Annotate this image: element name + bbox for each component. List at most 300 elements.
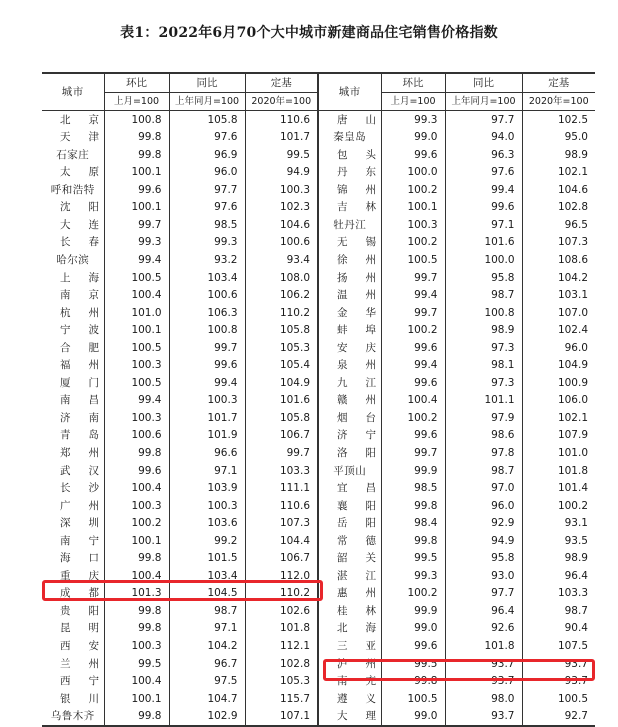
yoy-cell: 93.0 — [445, 567, 522, 585]
city-cell: 无锡 — [318, 234, 381, 252]
yoy-cell: 98.7 — [445, 462, 522, 480]
fixed-cell: 93.5 — [522, 532, 595, 550]
yoy-cell: 96.7 — [169, 655, 245, 673]
yoy-cell: 103.9 — [169, 480, 245, 498]
mom-cell: 100.3 — [131, 359, 162, 372]
table-row — [42, 480, 595, 498]
mom-cell: 99.8 — [138, 604, 162, 617]
mom-cell: 99.5 — [138, 657, 162, 670]
city-cell: 兰州 — [42, 655, 104, 673]
fixed-cell: 104.9 — [522, 357, 595, 375]
mom-cell: 100.4 — [131, 482, 162, 495]
city-cell: 秦皇岛 — [318, 129, 381, 147]
table-row — [42, 444, 595, 462]
yoy-cell: 104.2 — [169, 638, 245, 656]
mom-cell: 100.5 — [381, 251, 445, 269]
table-row — [42, 181, 595, 199]
city-cell: 遵义 — [318, 690, 381, 708]
yoy-cell: 99.2 — [169, 532, 245, 550]
yoy-cell: 97.3 — [445, 339, 522, 357]
yoy-cell: 98.5 — [169, 216, 245, 234]
city-cell: 金华 — [318, 304, 381, 322]
mom-cell: 100.2 — [381, 181, 445, 199]
fixed-cell: 115.7 — [245, 690, 318, 708]
mom-cell: 100.5 — [131, 341, 162, 354]
mom-cell: 100.1 — [131, 324, 162, 337]
table-row — [42, 655, 595, 673]
city-cell: 长沙 — [42, 480, 104, 498]
yoy-cell: 99.4 — [445, 181, 522, 199]
mom-cell: 99.3 — [138, 236, 162, 249]
city-cell: 郑州 — [42, 444, 104, 462]
city-cell: 合肥 — [42, 339, 104, 357]
yoy-cell: 100.3 — [169, 497, 245, 515]
fixed-cell: 102.8 — [522, 199, 595, 217]
fixed-cell: 110.6 — [245, 111, 318, 129]
fixed-cell: 104.6 — [245, 216, 318, 234]
city-cell: 湛江 — [318, 567, 381, 585]
fixed-cell: 101.4 — [522, 480, 595, 498]
fixed-cell: 102.6 — [245, 602, 318, 620]
city-cell: 成都 — [42, 585, 104, 603]
mom-cell: 99.3 — [381, 567, 445, 585]
fixed-cell: 112.1 — [245, 638, 318, 656]
fixed-cell: 101.0 — [522, 444, 595, 462]
mom-cell: 99.7 — [381, 444, 445, 462]
mom-cell: 99.9 — [381, 602, 445, 620]
mom-cell: 99.8 — [381, 532, 445, 550]
fixed-cell: 96.5 — [522, 216, 595, 234]
city-cell: 南昌 — [42, 392, 104, 410]
yoy-cell: 93.7 — [445, 708, 522, 727]
city-cell: 广州 — [42, 497, 104, 515]
city-cell: 包头 — [318, 146, 381, 164]
header-city-right: 城市 — [318, 73, 381, 111]
fixed-cell: 106.7 — [245, 550, 318, 568]
table-row — [42, 673, 595, 691]
yoy-cell: 97.1 — [169, 620, 245, 638]
fixed-cell: 102.1 — [522, 409, 595, 427]
city-cell: 宁波 — [42, 322, 104, 340]
yoy-cell: 101.9 — [169, 427, 245, 445]
city-cell: 福州 — [42, 357, 104, 375]
yoy-cell: 96.3 — [445, 146, 522, 164]
yoy-cell: 97.7 — [445, 111, 522, 129]
mom-cell: 100.2 — [381, 585, 445, 603]
city-cell: 大理 — [318, 708, 381, 727]
header-mom-right: 环比 — [381, 73, 445, 92]
table-title: 表1：2022年6月70个大中城市新建商品住宅销售价格指数 — [120, 25, 498, 41]
fixed-cell: 110.6 — [245, 497, 318, 515]
mom-cell: 99.8 — [138, 447, 162, 459]
fixed-cell: 101.8 — [245, 620, 318, 638]
table-row — [42, 322, 595, 340]
yoy-cell: 96.6 — [169, 444, 245, 462]
price-index-table — [42, 72, 595, 727]
fixed-cell: 107.5 — [522, 638, 595, 656]
city-cell: 哈尔滨 — [42, 251, 104, 269]
city-cell: 深圳 — [42, 515, 104, 533]
header-yoy-right: 同比 — [445, 73, 522, 92]
mom-cell: 100.1 — [131, 692, 162, 705]
mom-cell: 99.0 — [381, 620, 445, 638]
mom-cell: 99.4 — [138, 253, 162, 266]
mom-cell: 100.1 — [131, 201, 162, 214]
yoy-cell: 98.9 — [445, 322, 522, 340]
fixed-cell: 100.9 — [522, 374, 595, 392]
fixed-cell: 96.4 — [522, 567, 595, 585]
fixed-cell: 96.0 — [522, 339, 595, 357]
city-cell: 三亚 — [318, 638, 381, 656]
yoy-cell: 97.0 — [445, 480, 522, 498]
header-mom-base-right: 上月=100 — [381, 92, 445, 111]
city-cell: 太原 — [42, 164, 104, 182]
fixed-cell: 99.7 — [245, 444, 318, 462]
mom-cell: 100.4 — [131, 289, 162, 302]
header-fixed-base-left: 2020年=100 — [245, 92, 318, 111]
mom-cell: 100.4 — [131, 569, 162, 582]
fixed-cell: 94.9 — [245, 164, 318, 182]
fixed-cell: 100.5 — [522, 690, 595, 708]
table-row — [42, 708, 595, 727]
mom-cell: 100.8 — [131, 113, 162, 126]
yoy-cell: 92.6 — [445, 620, 522, 638]
mom-cell: 100.2 — [381, 234, 445, 252]
yoy-cell: 97.1 — [169, 462, 245, 480]
yoy-cell: 100.8 — [445, 304, 522, 322]
table-row — [42, 216, 595, 234]
fixed-cell: 108.0 — [245, 269, 318, 287]
table-row — [42, 497, 595, 515]
fixed-cell: 107.3 — [245, 515, 318, 533]
table-row — [42, 339, 595, 357]
fixed-cell: 104.4 — [245, 532, 318, 550]
city-cell: 烟台 — [318, 409, 381, 427]
header-mom-base-left: 上月=100 — [104, 92, 169, 111]
fixed-cell: 101.8 — [522, 462, 595, 480]
header-yoy-base-left: 上年同月=100 — [169, 92, 245, 111]
yoy-cell: 98.0 — [445, 690, 522, 708]
mom-cell: 99.0 — [381, 129, 445, 147]
city-cell: 杭州 — [42, 304, 104, 322]
yoy-cell: 93.2 — [169, 251, 245, 269]
city-cell: 济南 — [42, 409, 104, 427]
yoy-cell: 97.1 — [445, 216, 522, 234]
mom-cell: 100.4 — [131, 675, 162, 688]
yoy-cell: 103.4 — [169, 567, 245, 585]
fixed-cell: 102.3 — [245, 199, 318, 217]
yoy-cell: 100.0 — [445, 251, 522, 269]
city-cell: 西宁 — [42, 673, 104, 691]
yoy-cell: 99.7 — [169, 339, 245, 357]
table-row — [42, 129, 595, 147]
yoy-cell: 100.3 — [169, 392, 245, 410]
city-cell: 温州 — [318, 287, 381, 305]
mom-cell: 100.0 — [381, 164, 445, 182]
city-cell: 北京 — [42, 111, 104, 129]
mom-cell: 100.5 — [131, 271, 162, 284]
fixed-cell: 106.2 — [245, 287, 318, 305]
table-row — [42, 234, 595, 252]
mom-cell: 99.4 — [381, 357, 445, 375]
fixed-cell: 112.0 — [245, 567, 318, 585]
header-row-labels — [42, 73, 595, 92]
mom-cell: 100.1 — [381, 199, 445, 217]
city-cell: 徐州 — [318, 251, 381, 269]
mom-cell: 99.7 — [138, 218, 162, 231]
fixed-cell: 103.1 — [522, 287, 595, 305]
fixed-cell: 93.4 — [245, 251, 318, 269]
fixed-cell: 104.2 — [522, 269, 595, 287]
mom-cell: 100.3 — [131, 411, 162, 424]
fixed-cell: 102.1 — [522, 164, 595, 182]
header-yoy-base-right: 上年同月=100 — [445, 92, 522, 111]
city-cell: 重庆 — [42, 567, 104, 585]
fixed-cell: 102.5 — [522, 111, 595, 129]
mom-cell: 99.5 — [381, 550, 445, 568]
table-row — [42, 567, 595, 585]
fixed-cell: 110.2 — [245, 585, 318, 603]
fixed-cell: 99.5 — [245, 146, 318, 164]
mom-cell: 101.3 — [131, 587, 162, 600]
mom-cell: 100.3 — [131, 640, 162, 653]
table-row — [42, 638, 595, 656]
mom-cell: 99.8 — [381, 673, 445, 691]
city-cell: 惠州 — [318, 585, 381, 603]
city-cell: 北海 — [318, 620, 381, 638]
city-cell: 襄阳 — [318, 497, 381, 515]
table-row — [42, 304, 595, 322]
mom-cell: 99.9 — [381, 462, 445, 480]
yoy-cell: 97.9 — [445, 409, 522, 427]
fixed-cell: 108.6 — [522, 251, 595, 269]
yoy-cell: 105.8 — [169, 111, 245, 129]
yoy-cell: 93.7 — [445, 655, 522, 673]
fixed-cell: 102.4 — [522, 322, 595, 340]
yoy-cell: 97.3 — [445, 374, 522, 392]
yoy-cell: 101.8 — [445, 638, 522, 656]
city-cell: 南京 — [42, 287, 104, 305]
yoy-cell: 96.9 — [169, 146, 245, 164]
mom-cell: 99.7 — [381, 269, 445, 287]
fixed-cell: 105.8 — [245, 322, 318, 340]
fixed-cell: 107.3 — [522, 234, 595, 252]
yoy-cell: 98.7 — [445, 287, 522, 305]
yoy-cell: 106.3 — [169, 304, 245, 322]
fixed-cell: 93.1 — [522, 515, 595, 533]
header-fixed-right: 定基 — [522, 73, 595, 92]
mom-cell: 99.8 — [138, 131, 162, 144]
fixed-cell: 110.2 — [245, 304, 318, 322]
city-cell: 蚌埠 — [318, 322, 381, 340]
fixed-cell: 111.1 — [245, 480, 318, 498]
fixed-cell: 95.0 — [522, 129, 595, 147]
city-cell: 青岛 — [42, 427, 104, 445]
yoy-cell: 100.8 — [169, 322, 245, 340]
mom-cell: 99.8 — [138, 552, 162, 565]
table-row — [42, 392, 595, 410]
city-cell: 泉州 — [318, 357, 381, 375]
city-cell: 韶关 — [318, 550, 381, 568]
yoy-cell: 96.0 — [445, 497, 522, 515]
fixed-cell: 93.7 — [522, 673, 595, 691]
city-cell: 武汉 — [42, 462, 104, 480]
table-row — [42, 585, 595, 603]
city-cell: 海口 — [42, 550, 104, 568]
table-row — [42, 111, 595, 129]
fixed-cell: 90.4 — [522, 620, 595, 638]
yoy-cell: 98.1 — [445, 357, 522, 375]
yoy-cell: 94.0 — [445, 129, 522, 147]
mom-cell: 98.4 — [381, 515, 445, 533]
city-cell: 银川 — [42, 690, 104, 708]
table-row — [42, 357, 595, 375]
city-cell: 吉林 — [318, 199, 381, 217]
city-cell: 宜昌 — [318, 480, 381, 498]
mom-cell: 99.8 — [138, 622, 162, 635]
city-cell: 赣州 — [318, 392, 381, 410]
city-cell: 锦州 — [318, 181, 381, 199]
yoy-cell: 100.6 — [169, 287, 245, 305]
fixed-cell: 100.6 — [245, 234, 318, 252]
fixed-cell: 105.3 — [245, 673, 318, 691]
mom-cell: 99.8 — [381, 497, 445, 515]
fixed-cell: 102.8 — [245, 655, 318, 673]
mom-cell: 100.4 — [381, 392, 445, 410]
mom-cell: 100.3 — [131, 499, 162, 512]
yoy-cell: 92.9 — [445, 515, 522, 533]
yoy-cell: 101.6 — [445, 234, 522, 252]
fixed-cell: 93.7 — [522, 655, 595, 673]
header-mom-left: 环比 — [104, 73, 169, 92]
mom-cell: 99.6 — [381, 374, 445, 392]
mom-cell: 99.8 — [104, 708, 169, 727]
city-cell: 唐山 — [318, 111, 381, 129]
mom-cell: 100.1 — [131, 166, 162, 179]
yoy-cell: 103.6 — [169, 515, 245, 533]
mom-cell: 99.0 — [381, 708, 445, 727]
city-cell: 乌鲁木齐 — [42, 708, 104, 727]
city-cell: 南充 — [318, 673, 381, 691]
yoy-cell: 99.3 — [169, 234, 245, 252]
mom-cell: 100.5 — [131, 376, 162, 389]
mom-cell: 98.5 — [381, 480, 445, 498]
city-cell: 石家庄 — [42, 146, 104, 164]
mom-cell: 100.2 — [381, 409, 445, 427]
fixed-cell: 105.3 — [245, 339, 318, 357]
table-row — [42, 620, 595, 638]
yoy-cell: 96.0 — [169, 164, 245, 182]
mom-cell: 100.2 — [381, 322, 445, 340]
fixed-cell: 106.7 — [245, 427, 318, 445]
table-row — [42, 427, 595, 445]
yoy-cell: 101.7 — [169, 409, 245, 427]
city-cell: 上海 — [42, 269, 104, 287]
yoy-cell: 102.9 — [169, 708, 245, 727]
city-cell: 泸州 — [318, 655, 381, 673]
mom-cell: 100.3 — [381, 216, 445, 234]
mom-cell: 99.6 — [381, 427, 445, 445]
fixed-cell: 101.7 — [245, 129, 318, 147]
fixed-cell: 107.1 — [245, 708, 318, 727]
fixed-cell: 98.7 — [522, 602, 595, 620]
city-cell: 昆明 — [42, 620, 104, 638]
mom-cell: 99.4 — [381, 287, 445, 305]
mom-cell: 99.6 — [381, 339, 445, 357]
mom-cell: 99.6 — [138, 464, 162, 477]
fixed-cell: 98.9 — [522, 550, 595, 568]
header-fixed-base-right: 2020年=100 — [522, 92, 595, 111]
mom-cell: 100.5 — [381, 690, 445, 708]
fixed-cell: 106.0 — [522, 392, 595, 410]
yoy-cell: 99.6 — [445, 199, 522, 217]
table-row — [42, 690, 595, 708]
table-row — [42, 550, 595, 568]
fixed-cell: 103.3 — [522, 585, 595, 603]
yoy-cell: 93.7 — [445, 673, 522, 691]
city-cell: 西安 — [42, 638, 104, 656]
fixed-cell: 105.4 — [245, 357, 318, 375]
city-cell: 厦门 — [42, 374, 104, 392]
yoy-cell: 99.6 — [169, 357, 245, 375]
mom-cell: 99.6 — [381, 638, 445, 656]
mom-cell: 101.0 — [131, 306, 162, 319]
city-cell: 桂林 — [318, 602, 381, 620]
mom-cell: 99.5 — [381, 655, 445, 673]
yoy-cell: 104.7 — [169, 690, 245, 708]
yoy-cell: 95.8 — [445, 550, 522, 568]
yoy-cell: 98.7 — [169, 602, 245, 620]
city-cell: 沈阳 — [42, 199, 104, 217]
table-row — [42, 164, 595, 182]
city-cell: 岳阳 — [318, 515, 381, 533]
city-cell: 安庆 — [318, 339, 381, 357]
yoy-cell: 97.6 — [169, 129, 245, 147]
yoy-cell: 97.6 — [169, 199, 245, 217]
city-cell: 大连 — [42, 216, 104, 234]
fixed-cell: 100.3 — [245, 181, 318, 199]
fixed-cell: 104.6 — [522, 181, 595, 199]
city-cell: 牡丹江 — [318, 216, 381, 234]
city-cell: 九江 — [318, 374, 381, 392]
table-row — [42, 532, 595, 550]
city-cell: 常德 — [318, 532, 381, 550]
yoy-cell: 96.4 — [445, 602, 522, 620]
table-row — [42, 602, 595, 620]
yoy-cell: 101.1 — [445, 392, 522, 410]
city-cell: 南宁 — [42, 532, 104, 550]
yoy-cell: 101.5 — [169, 550, 245, 568]
fixed-cell: 103.3 — [245, 462, 318, 480]
mom-cell: 99.6 — [138, 183, 162, 196]
table-row — [42, 515, 595, 533]
mom-cell: 100.2 — [131, 517, 162, 530]
city-cell: 扬州 — [318, 269, 381, 287]
city-cell: 长春 — [42, 234, 104, 252]
city-cell: 济宁 — [318, 427, 381, 445]
fixed-cell: 92.7 — [522, 708, 595, 727]
mom-cell: 99.6 — [381, 146, 445, 164]
mom-cell: 100.1 — [131, 534, 162, 547]
fixed-cell: 104.9 — [245, 374, 318, 392]
table-row — [42, 374, 595, 392]
city-cell: 平顶山 — [318, 462, 381, 480]
header-city-left: 城市 — [42, 73, 104, 111]
header-fixed-left: 定基 — [245, 73, 318, 92]
yoy-cell: 94.9 — [445, 532, 522, 550]
mom-cell: 99.4 — [138, 394, 162, 407]
city-cell: 贵阳 — [42, 602, 104, 620]
